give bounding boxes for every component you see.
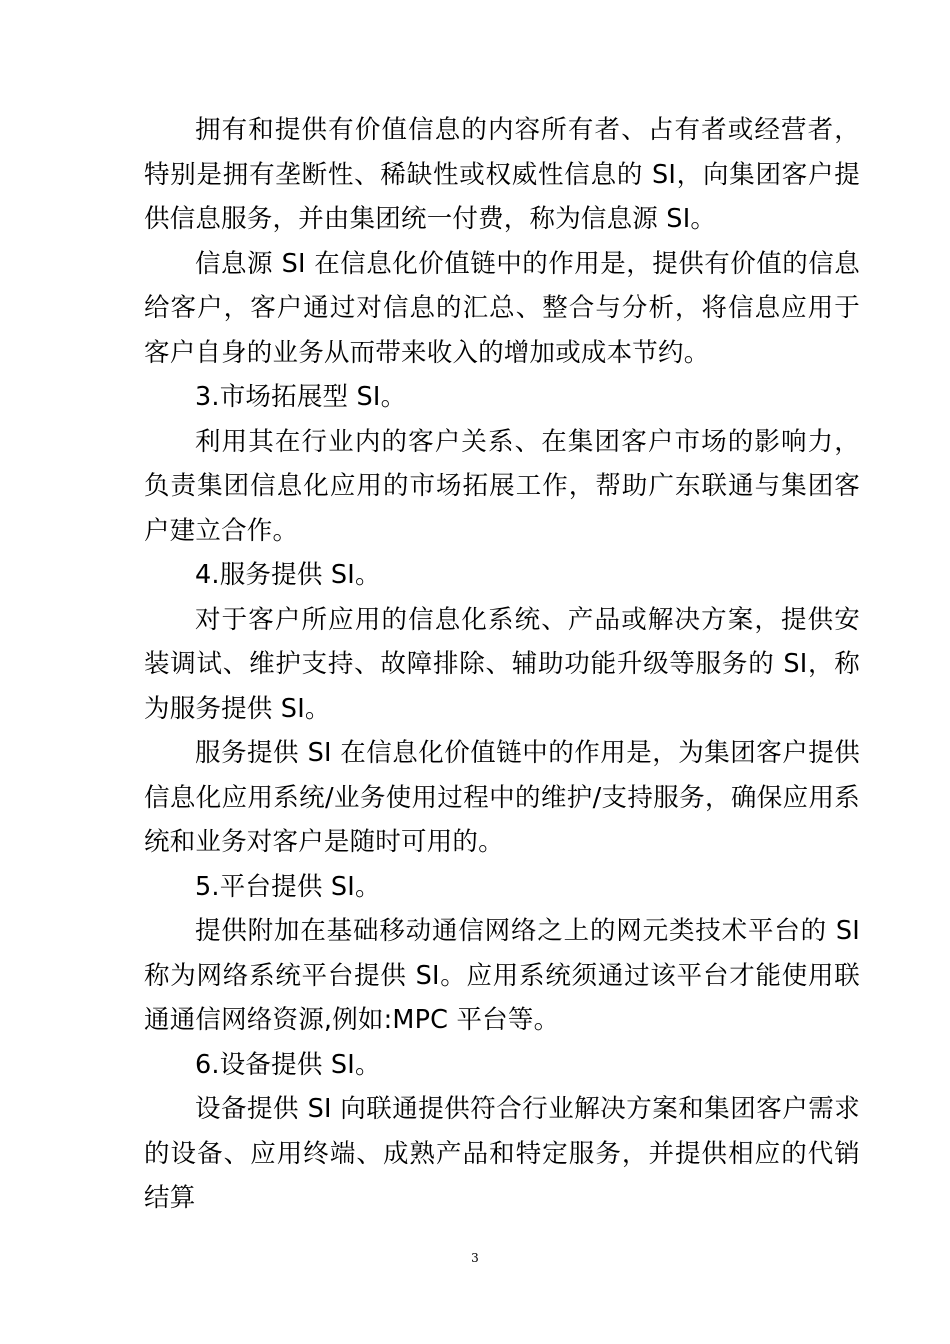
heading-equipment-provider-si: 6.设备提供 SI。 bbox=[195, 1049, 381, 1080]
heading-service-provider-si: 4.服务提供 SI。 bbox=[195, 560, 381, 590]
heading-platform-provider-si: 5.平台提供 SI。 bbox=[195, 871, 381, 902]
paragraph-platform-provider: 提供附加在基础移动通信网络之上的网元类技术平台的 SI 称为网络系统平台提供 SI。应用系统须通过该平台才能使用联通通信网络资源,例如:MPC 平台等。 bbox=[144, 916, 860, 1035]
paragraph-market-expansion: 利用其在行业内的客户关系、在集团客户市场的影响力，负责集团信息化应用的市场拓展工作，帮助广东联通与集团客户建立合作。 bbox=[144, 426, 860, 546]
paragraph-info-source-role: 信息源 SI 在信息化价值链中的作用是，提供有价值的信息给客户，客户通过对信息的汇总、整合与分析，将信息应用于客户自身的业务从而带来收入的增加或成本节约。 bbox=[144, 248, 860, 368]
paragraph-service-provider-role: 服务提供 SI 在信息化价值链中的作用是，为集团客户提供信息化应用系统/业务使用过程中的维护/支持服务，确保应用系统和业务对客户是随时可用的。 bbox=[144, 738, 860, 857]
paragraph-info-source-definition: 拥有和提供有价值信息的内容所有者、占有者或经营者，特别是拥有垄断性、稀缺性或权威性信息的 SI，向集团客户提供信息服务，并由集团统一付费，称为信息源 SI。 bbox=[144, 115, 860, 234]
paragraph-equipment-provider: 设备提供 SI 向联通提供符合行业解决方案和集团客户需求的设备、应用终端、成熟产品和特定服务，并提供相应的代销结算 bbox=[144, 1094, 860, 1213]
heading-market-expansion-si: 3.市场拓展型 SI。 bbox=[195, 382, 407, 412]
paragraph-service-provider-definition: 对于客户所应用的信息化系统、产品或解决方案，提供安装调试、维护支持、故障排除、辅助功能升级等服务的 SI，称为服务提供 SI。 bbox=[144, 604, 860, 724]
body-text bbox=[144, 108, 860, 1221]
page-number: 3 bbox=[471, 1251, 479, 1265]
